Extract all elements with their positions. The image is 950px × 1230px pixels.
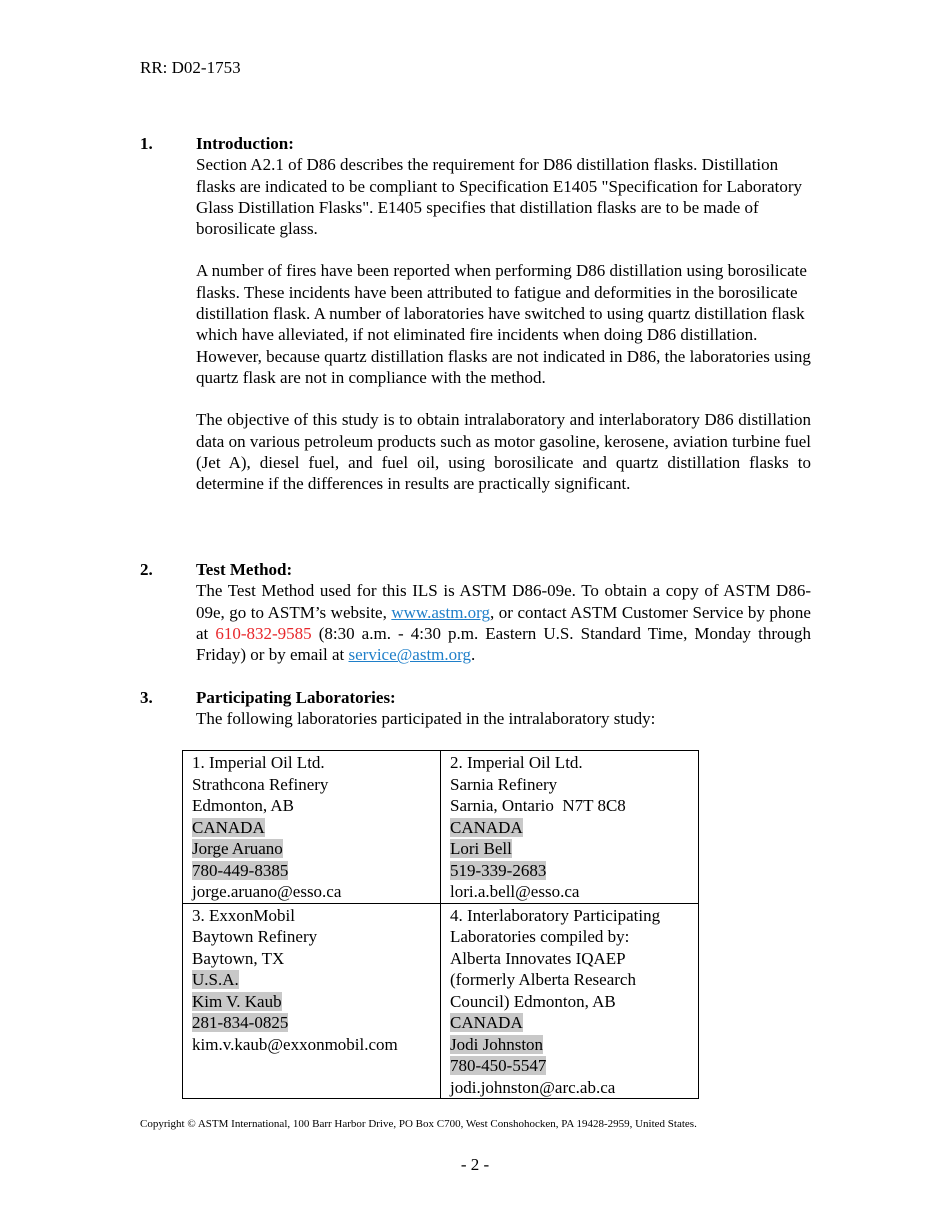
section-number: 1.	[140, 134, 153, 153]
lab-line: 1. Imperial Oil Ltd.	[192, 753, 325, 772]
table-row	[183, 903, 699, 1099]
lab-line: Jodi Johnston	[450, 1034, 544, 1054]
lab-line: Sarnia Refinery	[450, 774, 558, 794]
labs-intro-text: The following laboratories participated in the intralaboratory study:	[196, 709, 656, 729]
service-email-link[interactable]: service@astm.org	[348, 645, 472, 665]
lab-cell-exxonmobil-baytown	[183, 903, 441, 1099]
test-method-text: (8:30 a.m. - 4:30 p.m. Eastern U.S. Standard Time, Monday through Friday) or by email at	[196, 623, 811, 665]
lab-line: 281-834-0825	[192, 1013, 289, 1032]
lab-line: CANADA	[192, 817, 265, 837]
laboratories-table	[182, 750, 699, 1099]
section-title: Introduction:	[196, 134, 294, 153]
document-reference: RR: D02-1753	[140, 58, 241, 77]
lab-line: 2. Imperial Oil Ltd.	[450, 753, 583, 772]
test-method-text: The Test Method used for this ILS is ASTM D86-09e. To obtain a copy of ASTM D86-09e, go to ASTM’s website,	[196, 581, 811, 622]
lab-line: kim.v.kaub@exxonmobil.com	[192, 1034, 398, 1054]
lab-line: 3. ExxonMobil	[192, 905, 295, 925]
lab-line: U.S.A.	[192, 970, 239, 989]
astm-website-link[interactable]: www.astm.org	[391, 602, 491, 622]
test-method-text: .	[471, 645, 476, 665]
lab-line: Laboratories compiled by:	[450, 927, 630, 946]
lab-line: 4. Interlaboratory Participating	[450, 905, 661, 925]
lab-line: (formerly Alberta Research	[450, 970, 636, 989]
section-test-method	[140, 559, 812, 665]
lab-cell-imperial-strathcona	[183, 751, 441, 904]
test-method-text: , or contact ASTM Customer Service by phone at	[196, 602, 811, 643]
lab-line: Lori Bell	[450, 839, 512, 858]
lab-line: 780-450-5547	[450, 1056, 547, 1075]
section-title: Participating Laboratories:	[196, 688, 396, 707]
section-title: Test Method:	[196, 560, 293, 579]
intro-paragraph-2: A number of fires have been reported when performing D86 distillation using borosilicate flasks. These incidents have been attributed to fatigue and deformities in the borosilicate distillation flask. A number of laboratories have switched to using quartz distillation flask which have alleviated, if not eliminated fire incidents when doing D86 distillation. However, because quartz distillation flasks are not indicated in D86, the laboratories using quartz flask are not in compliance with the method.	[196, 261, 811, 387]
lab-line: jorge.aruano@esso.ca	[192, 882, 342, 901]
lab-line: Baytown, TX	[192, 948, 285, 968]
intro-paragraph-3: The objective of this study is to obtain intralaboratory and interlaboratory D86 distillation data on various petroleum products such as motor gasoline, kerosene, aviation turbine fuel (Jet A), diesel fuel, and fuel oil, using borosilicate and quartz distillation flasks to determine if the differences in results are practically significant.	[196, 410, 811, 494]
section-introduction	[140, 133, 812, 494]
lab-line: Sarnia, Ontario N7T 8C8	[450, 796, 626, 815]
lab-line: CANADA	[450, 1013, 523, 1032]
lab-line: lori.a.bell@esso.ca	[450, 882, 580, 901]
lab-line: Baytown Refinery	[192, 927, 318, 946]
lab-line: Edmonton, AB	[192, 796, 295, 815]
lab-line: jodi.johnston@arc.ab.ca	[450, 1077, 616, 1097]
lab-line: CANADA	[450, 817, 523, 837]
test-method-paragraph	[196, 580, 811, 665]
lab-line: Council) Edmonton, AB	[450, 991, 616, 1011]
lab-line: Kim V. Kaub	[192, 991, 282, 1011]
lab-line: Strathcona Refinery	[192, 774, 329, 794]
table-row	[183, 751, 699, 904]
section-number: 2.	[140, 560, 153, 579]
lab-line: 519-339-2683	[450, 860, 547, 880]
customer-service-phone[interactable]: 610-832-9585	[215, 623, 312, 643]
copyright-notice: Copyright © ASTM International, 100 Barr Harbor Drive, PO Box C700, West Conshohocken, PA 19428-2959, United States.	[140, 1118, 697, 1130]
lab-cell-interlab-compiler	[441, 903, 699, 1099]
lab-cell-imperial-sarnia	[441, 751, 699, 904]
section-participating-labs	[140, 687, 812, 730]
section-number: 3.	[140, 688, 153, 707]
lab-line: 780-449-8385	[192, 860, 289, 880]
lab-line: Alberta Innovates IQAEP	[450, 948, 626, 968]
page-number: - 2 -	[460, 1155, 490, 1174]
intro-paragraph-1: Section A2.1 of D86 describes the requirement for D86 distillation flasks. Distillation flasks are indicated to be compliant to Specification E1405 "Specification for Laboratory Glass Distillation Flasks". E1405 specifies that distillation flasks are to be made of borosilicate glass.	[196, 155, 802, 239]
lab-line: Jorge Aruano	[192, 839, 283, 858]
